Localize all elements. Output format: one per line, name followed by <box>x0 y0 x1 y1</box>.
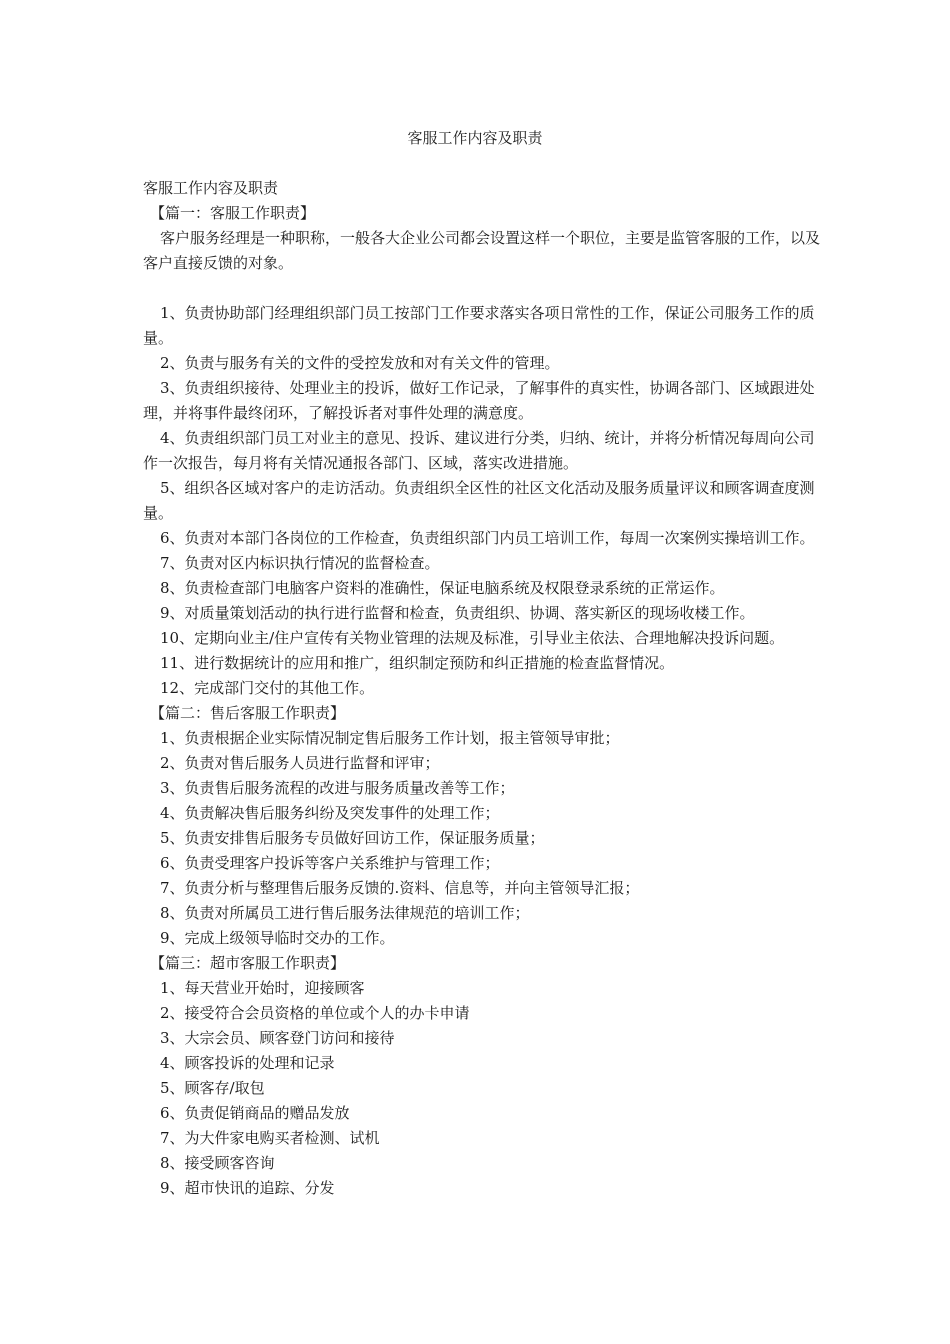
section2-item: 3、负责售后服务流程的改进与服务质量改善等工作； <box>160 779 515 797</box>
section3-item: 3、大宗会员、顾客登门访问和接待 <box>160 1029 395 1047</box>
section3-item: 2、接受符合会员资格的单位或个人的办卡申请 <box>160 1004 470 1022</box>
section1-item: 1、负责协助部门经理组织部门员工按部门工作要求落实各项日常性的工作，保证公司服务工作的质量。 <box>143 304 815 347</box>
section3-heading: 【篇三：超市客服工作职责】 <box>150 954 346 972</box>
section3-item: 4、顾客投诉的处理和记录 <box>160 1054 335 1072</box>
section2-item: 5、负责安排售后服务专员做好回访工作，保证服务质量； <box>160 829 545 847</box>
document-title: 客服工作内容及职责 <box>407 129 543 147</box>
section1-item: 10、定期向业主/住户宣传有关物业管理的法规及标准，引导业主依法、合理地解决投诉问题。 <box>160 629 785 647</box>
section1-item: 5、组织各区域对客户的走访活动。负责组织全区性的社区文化活动及服务质量评议和顾客调查度测量。 <box>143 479 815 522</box>
section1-intro: 客户服务经理是一种职称，一般各大企业公司都会设置这样一个职位，主要是监管客服的工作，以及客户直接反馈的对象。 <box>143 229 821 272</box>
section1-item: 3、负责组织接待、处理业主的投诉，做好工作记录，了解事件的真实性，协调各部门、区域跟进处理，并将事件最终闭环，了解投诉者对事件处理的满意度。 <box>143 379 815 422</box>
section1-item: 6、负责对本部门各岗位的工作检查，负责组织部门内员工培训工作，每周一次案例实操培训工作。 <box>160 529 815 547</box>
section2-item: 1、负责根据企业实际情况制定售后服务工作计划，报主管领导审批； <box>160 729 620 747</box>
section2-item: 7、负责分析与整理售后服务反馈的.资料、信息等，并向主管领导汇报； <box>160 879 640 897</box>
section3-item: 9、超市快讯的追踪、分发 <box>160 1179 335 1197</box>
document-subtitle: 客服工作内容及职责 <box>143 179 279 197</box>
section3-item: 1、每天营业开始时，迎接顾客 <box>160 979 365 997</box>
section3-item: 6、负责促销商品的赠品发放 <box>160 1104 350 1122</box>
section2-item: 8、负责对所属员工进行售后服务法律规范的培训工作； <box>160 904 530 922</box>
blank-line <box>143 276 823 301</box>
section1-item: 12、完成部门交付的其他工作。 <box>160 679 375 697</box>
section2-item: 6、负责受理客户投诉等客户关系维护与管理工作； <box>160 854 500 872</box>
document-body <box>143 176 823 1201</box>
section3-item: 8、接受顾客咨询 <box>160 1154 275 1172</box>
section3-item: 5、顾客存/取包 <box>160 1079 265 1097</box>
section2-item: 9、完成上级领导临时交办的工作。 <box>160 929 395 947</box>
section2-item: 2、负责对售后服务人员进行监督和评审； <box>160 754 440 772</box>
section1-item: 4、负责组织部门员工对业主的意见、投诉、建议进行分类，归纳、统计，并将分析情况每周向公司作一次报告，每月将有关情况通报各部门、区域，落实改进措施。 <box>143 429 815 472</box>
section3-item: 7、为大件家电购买者检测、试机 <box>160 1129 380 1147</box>
section1-item: 2、负责与服务有关的文件的受控发放和对有关文件的管理。 <box>160 354 560 372</box>
section2-heading: 【篇二：售后客服工作职责】 <box>150 704 346 722</box>
section1-item: 9、对质量策划活动的执行进行监督和检查，负责组织、协调、落实新区的现场收楼工作。 <box>160 604 755 622</box>
section2-item: 4、负责解决售后服务纠纷及突发事件的处理工作； <box>160 804 500 822</box>
section1-item: 8、负责检查部门电脑客户资料的准确性，保证电脑系统及权限登录系统的正常运作。 <box>160 579 725 597</box>
section1-item: 7、负责对区内标识执行情况的监督检查。 <box>160 554 440 572</box>
section1-item: 11、进行数据统计的应用和推广，组织制定预防和纠正措施的检查监督情况。 <box>160 654 675 672</box>
section1-heading: 【篇一：客服工作职责】 <box>150 204 316 222</box>
